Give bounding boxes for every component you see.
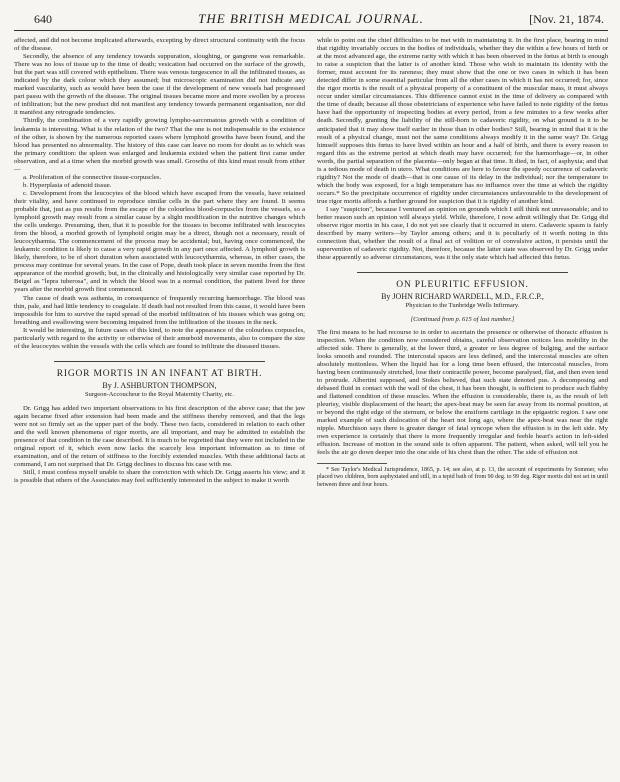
paragraph: affected, and did not become implicated afterwards, excepting by direct structural continuity with the focus of the disease. xyxy=(14,37,305,53)
article-byline: By J. ASHBURTON THOMPSON, xyxy=(102,380,217,390)
two-column-body xyxy=(14,37,608,489)
right-column xyxy=(317,37,608,489)
article-title: RIGOR MORTIS IN AN INFANT AT BIRTH. xyxy=(56,368,263,379)
section-divider xyxy=(54,361,265,362)
left-column xyxy=(14,37,305,489)
paragraph: I say "suspicion", because I ventured an opinion on grounds which I still think not unreasonable; and to better reason such an opinion will always yield. While, therefore, I now admit willingly that Dr. Grigg did observe rigor mortis in his case, I do not yet see clearly that it occurred in utero. Cadaveric spasm is fairly described by many writers—by Taylor among others; and it is peculiarly of it worth noting in this connection that, whether the result of a final act of volition or of convulsive action, it persists until the supervention of cadaveric rigidity. Not, therefore, because the latter state was observed by Dr. Grigg under these apparently so adverse circumstances, was it the only state which had affected this fœtus. xyxy=(317,205,608,262)
continuation-note: [Continued from p. 615 of last number.] xyxy=(410,316,515,324)
paragraph: Still, I must confess myself unable to share the conviction with which Dr. Grigg asserts his view; and it is possible that others of the Associates may feel sufficiently interested in the subject to make it worth xyxy=(14,469,305,485)
list-item: c. Development from the leucocytes of the blood which have escaped from the vessels, have retained their vitality, and have continued to reproduce similar cells in the part where they are found. It seems probable that, just as pus results from the escape of the colourless blood-corpuscles from the vessels, so a lymphoid growth may result from a similar cause by a slight modification in the nutritive changes which the cells undergo. Presuming, then, that it is possible for the tissues to become infiltrated with leucocytes from the blood, a morbid growth of lymphoid origin may be a direct, though not a necessary, result of leucocythæmia. The commencement of the process may be accidental; but, having once commenced, the leukæmic condition is likely to cause a very rapid growth in any part once affected. A lymphoid growth is likely, therefore, to be of short duration when associated with leucocythæmia, whereas, in other cases, the process may continue for several years. In the case of Pope, death took place in seven months from the first appearance of the morbid growth; but, in the clinically and histologically very similar case reported by Dr. Beigel as "lepra tuberosa", and in which the blood was in a normal condition, the patient lived for three years after the morbid growth first commenced. xyxy=(14,189,305,294)
section-divider xyxy=(357,272,568,273)
paragraph: The cause of death was asthenia, in consequence of frequently recurring hæmorrhage. The blood was thin, pale, and had little tendency to coagulate. If death had not resulted from this cause, it would have been impossible for him to survive the rapid spread of the morbid infiltration of his tissues which was going on; breathing and swallowing were becoming impaired from the infiltration of the tissues in the neck. xyxy=(14,294,305,326)
page-number: 640 xyxy=(34,12,52,26)
paragraph: The first means to be had recourse to in order to ascertain the presence or otherwise of thoracic effusion is inspection. When the condition now considered obtains, careful observation notices less mobility in the affected side. There is generally, at the lower third, a greater or less degree of bulging, and the surface looks smooth and rounded. The intercostal spaces are less defined, and the intercostal muscles are often absolutely motionless. When the liquid has for a long time been effused, the intercostal muscles, from having been continuously stretched, lose their contractile power, become paralysed, flat, and then even tend to protrude. Albertini supposed, and Stokes believed, that such state denoted pus. A decomposing and debased fluid in contact with the wall of the chest, it has been thought, is sufficient to produce such flabby and flattened condition of these muscles. When the effusion is considerable, there is, as the result of left pleurisy, visible displacement of the heart; the apex-beat may be seen far away from its normal position, at or beyond the right edge of the sternum, or below the ensiform cartilage in the epigastric region. I saw one marked example of such dislocation of the heart not long ago, where the apex-beat was near the right nipple. Murchison says there is greater danger of fatal syncope when the effusion is in the left side. My own experience is certainly that there is more frequently irregular and feeble heart's action in left-sided effusion. Increase of motion in the sound side is often apparent. The patient, when asked, will tell you he feels the air go down deeper into the one side of his chest than the other. The side of effusion not xyxy=(317,328,608,457)
author-affiliation: Physician to the Tunbridge Wells Infirmary. xyxy=(405,302,520,310)
author-affiliation: Surgeon-Accoucheur to the Royal Maternity Charity, etc. xyxy=(85,390,234,398)
footnote-divider xyxy=(317,463,387,464)
paragraph: Thirdly, the combination of a very rapidly growing lympho-sarcomatous growth with a condition of leukæmia is interesting. What is the relation of the two? That the one is not indispensable to the existence of the other, is shown by the numerous reported cases where lymphoid growths have been found, and the blood has presented no abnormality. The history of this case can leave no room for doubt as to which was the primary condition: the spleen was enlarged and leukæmia existed when the patient first came under observation, and at a time when the morbid growth was small. Growths of this kind must result from either— xyxy=(14,117,305,173)
paragraph: Dr. Grigg has added two important observations to his first description of the above case; that the jaw again became fixed after extension had been made and the stiffness thereby removed, and that the legs were not so firmly set as the upper part of the body. These two facts, considered in relation to each other and the well known phenomena of rigor mortis, are all important, and may be admitted to establish the presence of that condition in the case described. It is much to be regretted that they were not included in the original report of it, which even now lacks the scarcely less important information as to time of examination, and of the return of stiffness to the forcibly extended muscles. With these additional facts at command, I am not surprised that Dr. Grigg declines to discuss his case with me. xyxy=(14,404,305,469)
list-item: b. Hyperplasia of adenoid tissue. xyxy=(23,181,112,189)
article-title: ON PLEURITIC EFFUSION. xyxy=(396,280,529,291)
list-item: a. Proliferation of the connective tissue-corpuscles. xyxy=(23,173,162,181)
page-header xyxy=(14,8,608,31)
journal-title: THE BRITISH MEDICAL JOURNAL. xyxy=(198,11,424,26)
paragraph: while to point out the chief difficulties to be met with in maintaining it. In the first place, bearing in mind that rigidity invariably occurs in the bodies of individuals, whether they die within a few hours of birth or at the most advanced age, the extreme rarity with which it has been observed in the fœtus at birth is enough to raise a suspicion that the latter is of another kind. Those who wish to maintain its identity with the former, must account for its rareness; they must show that the one or two cases in which it has been detected differ in some essential particular from all the other cases in which it has not occurred; for, since the rigor mortis is the result of a physical property of a constituent of the muscular mass, it must always occur under similar circumstances. This difference cannot exist in the time of delivery as compared with the time of death; because all those obstetricians of experience who have failed to note rigidity of the fœtus have had the opportunity of inspecting bodies at every period, from a few minutes to a few weeks after death. Secondly, granting the liability of the still-born to cadaveric rigidity, on what ground is it to be anticipated that it may show itself earlier in those than in other bodies? Still, bearing in mind that it is the result of a physical change, must not the same conditions always modify it in the same way? Dr. Grigg himself supposes this fœtus to have lived within an hour and a half of birth, and there is every reason to regard this as the extreme period at which death may have occurred; for the hæmorrhage—or, in other words, the partial separation of the placenta—only began at that time. It died, in fact, of asphyxia; and that is a tedious mode of death in utero. What conditions are here to favour the speedy occurrence of cadaveric rigidity? Not the mode of death—that is one cause of its delay in the individual; nor the temperature to which the body was exposed, for a high temperature has no influence over the time at which the rigidity occurs.* So the precipitate occurrence of rigidity under circumstances unfavourable to the development of true rigor mortis affords a further ground for suspicion that it is rigidity of another kind. xyxy=(317,37,608,205)
issue-date: [Nov. 21, 1874. xyxy=(529,12,604,26)
paragraph: It would be interesting, in future cases of this kind, to note the appearance of the colourless corpuscles, particularly with regard to the activity or otherwise of their amœboid movements, also to compare the size of the leucocytes within the vessels with the cells which are found to infiltrate the diseased tissues. xyxy=(14,326,305,350)
paragraph: Secondly, the absence of any tendency towards suppuration, sloughing, or gangrene was remarkable. There was no loss of tissue up to the time of death; vesication had occurred on the surface of the growth, but the part was still covered with epithelium. There was venous turgescence in all the infiltrated tissues, as indicated by the dark colour which they assumed; but microscopic examination did not indicate any marked vascularity, such as would have been the case if the development of new vessels had progressed pari passu with the growth of the disease. The original tissues became more and more swollen by a process of infiltration; but the new product did not manifest any tendency towards permanent organisation, nor did it manifest any retrograde tendencies. xyxy=(14,53,305,117)
footnote: * See Taylor's Medical Jurisprudence, 1865, p. 14; see also, at p. 13, the account of experiments by Sommer, who placed two children, born asphyxiated and still, in a tepid bath of from 90 deg. to 99 deg. Rigor mortis did not set in until between three and four hours. xyxy=(317,467,608,488)
article-byline: By JOHN RICHARD WARDELL, M.D., F.R.C.P., xyxy=(381,292,544,302)
